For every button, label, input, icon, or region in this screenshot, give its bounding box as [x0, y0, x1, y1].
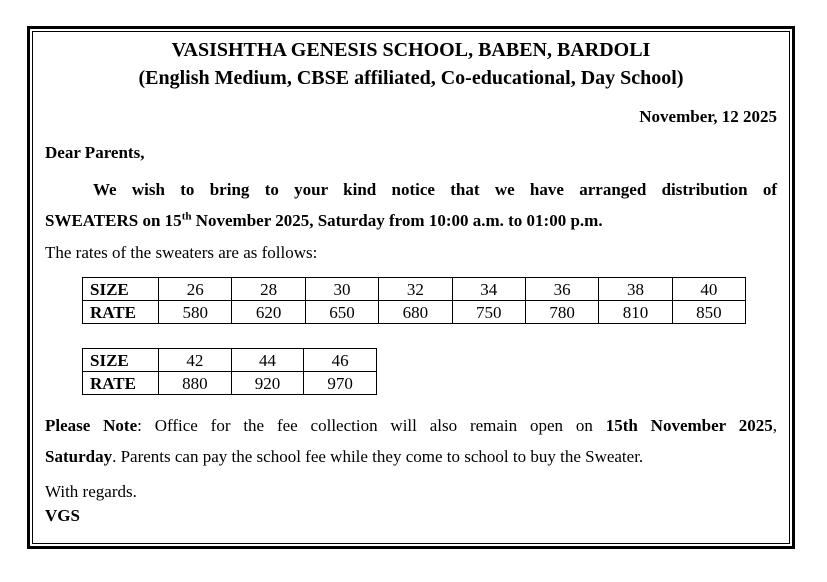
- size-cell: 40: [672, 278, 745, 301]
- size-cell: 26: [159, 278, 232, 301]
- intro-line2: [45, 205, 777, 236]
- note-saturday-bold: Saturday: [45, 447, 113, 466]
- notice-date: November, 12 2025: [639, 107, 777, 126]
- note-line2: [45, 441, 777, 472]
- notice-outer-border: [27, 26, 795, 549]
- intro-line2-text: SWEATERS on 15: [45, 211, 182, 230]
- rate-cell: 810: [599, 301, 672, 324]
- rate-row: [83, 301, 746, 324]
- size-cell: 36: [525, 278, 598, 301]
- school-description: (English Medium, CBSE affiliated, Co-educational, Day School): [138, 67, 684, 89]
- note-line1: [45, 410, 777, 441]
- rate-cell: 920: [231, 372, 304, 395]
- rate-cell: 880: [159, 372, 232, 395]
- notice-inner-border: [32, 31, 790, 544]
- note-paragraph: [45, 410, 777, 472]
- rates-intro-text: The rates of the sweaters are as follows:: [45, 243, 318, 262]
- note-line2-text: . Parents can pay the school fee while they come to school to buy the Sweater.: [112, 447, 644, 466]
- size-cell: 30: [305, 278, 378, 301]
- size-label-cell: SIZE: [83, 349, 159, 372]
- size-cell: 32: [379, 278, 452, 301]
- rate-cell: 850: [672, 301, 745, 324]
- size-label-cell: SIZE: [83, 278, 159, 301]
- size-cell: 38: [599, 278, 672, 301]
- salutation: Dear Parents,: [45, 143, 145, 162]
- ordinal-superscript: th: [181, 210, 192, 223]
- rate-row: [83, 372, 377, 395]
- size-cell: 42: [159, 349, 232, 372]
- rates-table-1: [82, 277, 746, 324]
- size-cell: 46: [304, 349, 377, 372]
- size-row: [83, 278, 746, 301]
- rate-cell: 620: [232, 301, 305, 324]
- note-line1-text: : Office for the fee collection will also remain open on: [137, 416, 606, 435]
- note-label: Please Note: [45, 416, 138, 435]
- signature-text: VGS: [45, 506, 80, 525]
- size-cell: 34: [452, 278, 525, 301]
- size-row: [83, 349, 377, 372]
- rate-cell: 580: [159, 301, 232, 324]
- closing-text: With regards.: [45, 482, 137, 501]
- size-cell: 44: [231, 349, 304, 372]
- rate-label-cell: RATE: [83, 372, 159, 395]
- intro-line1: We wish to bring to your kind notice that we have arranged distribution of: [93, 180, 777, 199]
- intro-line2-text-cont: November 2025, Saturday from 10:00 a.m. to 01:00 p.m.: [191, 211, 603, 230]
- rate-cell: 680: [379, 301, 452, 324]
- rate-label-cell: RATE: [83, 301, 159, 324]
- rate-cell: 970: [304, 372, 377, 395]
- note-date-bold: 15th November 2025: [605, 416, 773, 435]
- intro-paragraph: [45, 174, 777, 236]
- rate-cell: 780: [525, 301, 598, 324]
- rate-cell: 750: [452, 301, 525, 324]
- size-cell: 28: [232, 278, 305, 301]
- school-name: VASISHTHA GENESIS SCHOOL, BABEN, BARDOLI: [171, 39, 651, 61]
- note-line1-end: ,: [772, 416, 777, 435]
- rate-cell: 650: [305, 301, 378, 324]
- rates-table-2: [82, 348, 377, 395]
